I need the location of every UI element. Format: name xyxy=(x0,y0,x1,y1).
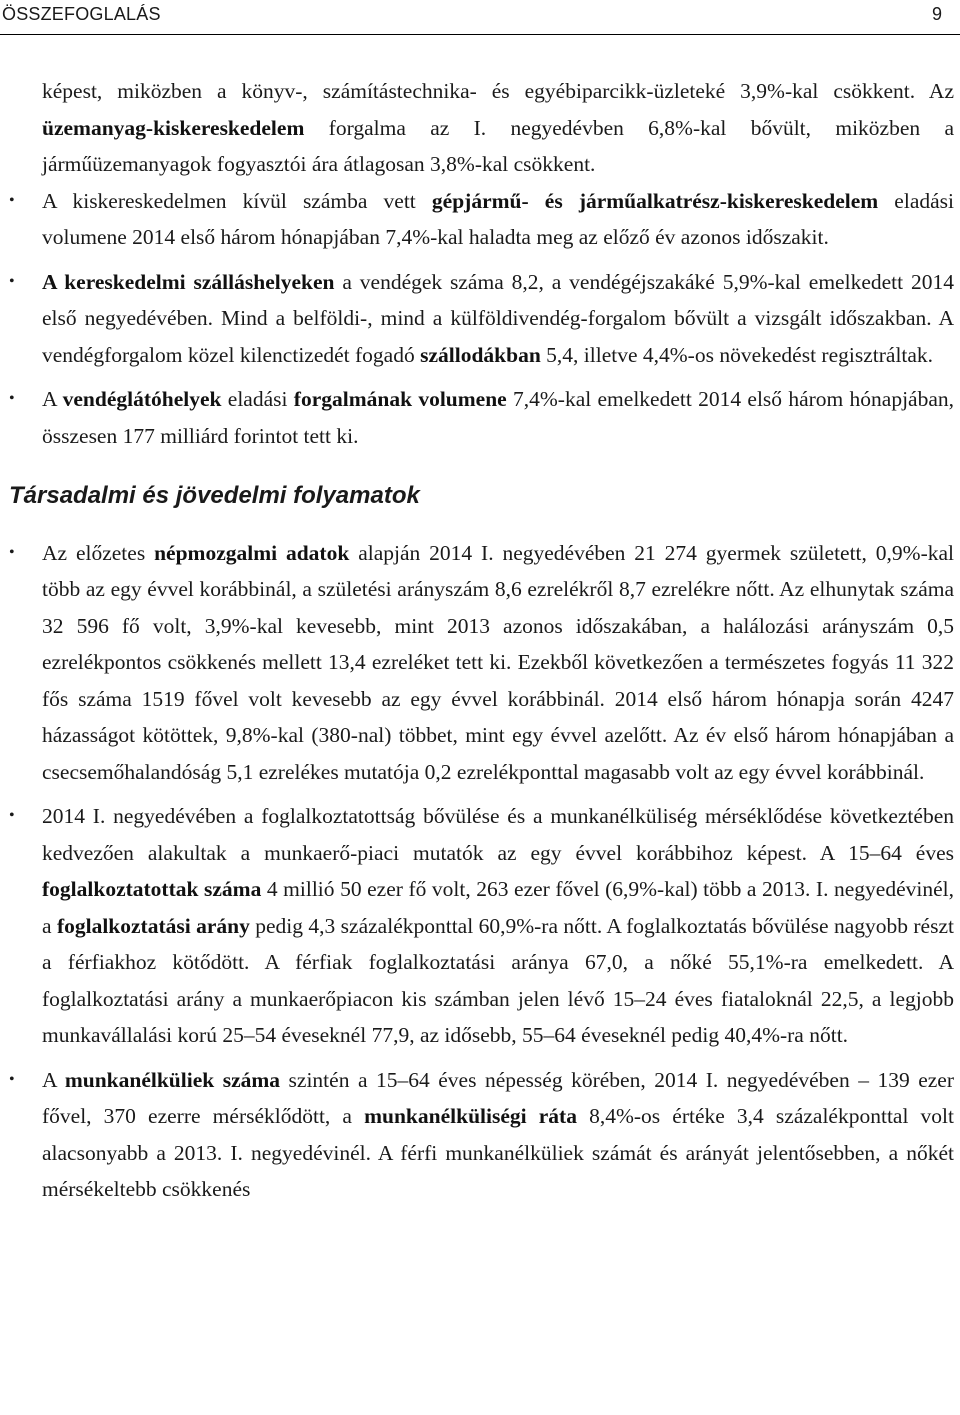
text-run: 5,4, illetve 4,4%-os növekedést regisztráltak. xyxy=(540,342,934,367)
text-run: 8,4%-os értéke 3,4 százalékponttal volt alacsonyabb a 2013. I. negyedévinél. A férfi munkanélküliek számát és arányát jelentősebben, a nőkét mérsékeltebb csökkenés xyxy=(42,1104,955,1201)
text-run: a vendégek száma 8,2, a vendégéjszakáké 5,9%-kal emelkedett 2014 első negyedévében. Mind a belföldi-, mind a külföldivendég-forgalom bővült a vizsgált időszakban. A vendégforgalom közel kilenctizedét fogadó xyxy=(42,269,954,367)
bullet-icon: • xyxy=(9,807,15,824)
text-run: eladási xyxy=(221,387,294,411)
bullet-icon: • xyxy=(9,1070,15,1088)
bullet-item xyxy=(9,798,954,1054)
bullet-icon: • xyxy=(9,272,15,290)
text-run: 7,4%-kal emelkedett 2014 első három hónapjában, összesen 177 milliárd forintot tett ki. xyxy=(42,387,955,448)
bold-term: népmozgalmi adatok xyxy=(154,540,350,565)
bullet-item xyxy=(9,381,955,454)
text-run: A xyxy=(42,1067,65,1092)
bold-term: foglalkoztatási arány xyxy=(56,913,250,938)
bullet-item xyxy=(9,264,954,374)
text-run: A xyxy=(42,387,63,411)
bold-term: üzemanyag-kiskereskedelem xyxy=(42,115,305,140)
text-run: 2014 I. negyedévében a foglalkoztatottság bővülése és a munkanélküliség mérséklődése következtében kedvezően alakultak a munkaerő-piaci mutatók az egy évvel korábbihoz képest. A 15–64 éves xyxy=(42,804,954,865)
text-run: képest, miközben a könyv-, számítástechnika- és egyébiparcikk-üzleteké 3,9%-kal csökkent. Az xyxy=(42,79,954,103)
bold-term: munkanélküliek száma xyxy=(64,1067,281,1092)
bold-term: szállodákban xyxy=(420,342,541,367)
header-title: ÖSSZEFOGLALÁS xyxy=(2,4,161,24)
bullet-item xyxy=(9,183,954,256)
text-run: pedig 4,3 százalékponttal 60,9%-ra nőtt. A foglalkoztatás bővülése nagyobb részt a férfiakhoz kötődött. A férfiak foglalkoztatási aránya 67,0, a nőké 55,1%-ra emelkedett. A foglalkoztatási arány a munkaerőpiacon kis számban jelen lévő 15–24 éves fiataloknál 22,5, a legjobb munkavállalási korú 25–54 éveseknél 77,9, az idősebb, 55–64 éveseknél pedig 40,4%-ra nőtt. xyxy=(42,913,954,1047)
page-number: 9 xyxy=(931,4,942,24)
bullet-item xyxy=(9,535,955,791)
bullet-icon: • xyxy=(9,543,15,561)
text-run: alapján 2014 I. negyedévében 21 274 gyermek született, 0,9%-kal több az egy évvel korábbinál, a születési arányszám 8,6 ezrelékről 8,7 ezrelékre nőtt. Az elhunytak száma 32 596 fő volt, 3,9%-kal kevesebb, mint 2013 azonos időszakában, a halálozási arányszám 0,5 ezrelékpontos csökkenés mellett 13,4 ezreléket tett ki. Ezekből következően a természetes fogyás 11 322 fős száma 1519 fővel volt kevesebb az egy évvel korábbinál. 2014 első három hónapja során 4247 házasságot kötöttek, 9,8%-kal (380-nal) többet, mint egy évvel azelőtt. Az év első három hónapjában a csecsemőhalandóság 5,1 ezrelékes mutatója 0,2 ezrelékponttal magasabb volt az egy évvel korábbinál. xyxy=(42,540,955,784)
bullet-icon: • xyxy=(9,191,15,209)
page-header xyxy=(0,0,960,35)
bold-term: vendéglátóhelyek xyxy=(62,387,222,411)
bullet-icon: • xyxy=(9,390,15,407)
intro-paragraph xyxy=(42,73,954,183)
text-run: forgalma az I. negyedévben 6,8%-kal bővült, miközben a járműüzemanyagok fogyasztói ára átlagosan 3,8%-kal csökkent. xyxy=(42,115,954,176)
text-run: szintén a 15–64 éves népesség körében, 2014 I. negyedévében – 139 ezer fővel, 370 ezerre mérséklődött, a xyxy=(42,1067,954,1128)
document-body xyxy=(9,73,955,1216)
text-run: eladási volumene 2014 első három hónapjában 7,4%-kal haladta meg az előző év azonos időszakit. xyxy=(42,188,954,249)
text-run: A kiskereskedelmen kívül számba vett xyxy=(42,188,432,213)
bold-term: foglalkoztatottak száma xyxy=(42,877,262,901)
bold-term: gépjármű- és járműalkatrész-kiskereskedelem xyxy=(431,188,879,213)
bold-term: A kereskedelmi szálláshelyeken xyxy=(42,269,335,294)
bold-term: forgalmának volumene xyxy=(293,387,507,411)
bullet-item xyxy=(9,1062,955,1208)
bold-term: munkanélküliségi ráta xyxy=(364,1104,577,1128)
text-run: 4 millió 50 ezer fő volt, 263 ezer fővel (6,9%-kal) több a 2013. I. negyedévinél, a xyxy=(42,877,954,938)
text-run: Az előzetes xyxy=(42,540,155,565)
section-heading: Társadalmi és jövedelmi folyamatok xyxy=(9,482,420,509)
